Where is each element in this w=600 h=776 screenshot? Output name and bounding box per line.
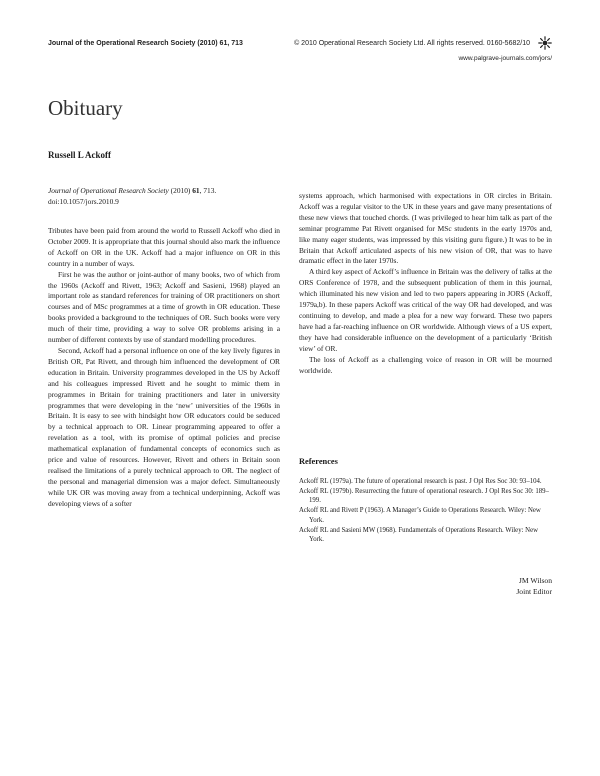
citation-line	[48, 186, 280, 197]
signature-block	[516, 575, 552, 597]
reference-list	[299, 477, 552, 545]
body-paragraph: Second, Ackoff had a personal influence on one of the key lively figures in British OR, Pat Rivett, and through him influenced the development of OR education in Britain. University programmes developed in the US by Ackoff and his colleagues impressed Rivett and he sought to mimic them in programmes in Britain for training practitioners and later in university programmes that were developing in the ‘new’ universities of the 1960s in Britain. It is easy to see with hindsight how OR educators could be seduced by a technical approach to OR. Linear programming appeared to offer a revelation as a tool, with its promise of optimal policies and precise mathematical explanation of fundamental concepts of economics such as price and value of resources. However, Rivett and others in Britain soon realised the limitations of a purely technical approach to OR. The neglect of the personal and managerial dimension was a major defect. Simultaneously while UK OR was moving away from a technical underpinning, Ackoff was developing views of a softer	[48, 345, 280, 508]
reference-item: Ackoff RL (1979a). The future of operational research is past. J Opl Res Soc 30: 93–104.	[299, 478, 542, 485]
citation-journal: Journal of Operational Research Society	[48, 186, 169, 195]
citation-block	[48, 186, 280, 207]
running-header	[48, 36, 552, 52]
body-paragraph: Tributes have been paid from around the world to Russell Ackoff who died in October 2009. It is appropriate that this journal should also mark the influence of Ackoff on OR in the UK. Ackoff had a major influence on OR in this country in a number of ways.	[48, 226, 280, 268]
body-column-right	[299, 191, 552, 376]
references-heading: References	[299, 457, 338, 466]
reference-item: Ackoff RL and Sasieni MW (1968). Fundamentals of Operations Research. Wiley: New York.	[299, 526, 539, 544]
citation-volume: 61	[192, 186, 200, 195]
journal-running-head: Journal of the Operational Research Society (2010) 61, 713	[48, 40, 243, 47]
copyright-notice: © 2010 Operational Research Society Ltd. All rights reserved. 0160-5682/10	[294, 40, 530, 47]
reference-item: Ackoff RL and Rivett P (1963). A Manager’s Guide to Operations Research. Wiley: New York.	[299, 507, 541, 524]
journal-url[interactable]: www.palgrave-journals.com/jors/	[458, 55, 552, 62]
page-title: Obituary	[48, 96, 123, 120]
doi[interactable]: doi:10.1057/jors.2010.9	[48, 196, 119, 206]
signature-name: JM Wilson	[518, 576, 552, 585]
body-paragraph: The loss of Ackoff as a challenging voice of reason in OR will be mourned worldwide.	[299, 354, 552, 375]
article-subject: Russell L Ackoff	[48, 150, 112, 160]
signature-role: Joint Editor	[516, 587, 552, 596]
body-column-left	[48, 226, 280, 510]
publisher-logo-icon	[538, 36, 552, 50]
body-paragraph: systems approach, which harmonised with expectations in OR circles in Britain. Ackoff was a regular visitor to the UK in these years and gave many presentations of these new views that touched chords. (I was privileged to hear him talk as part of the seminar programme Pat Rivett organised for MSc students in the early 1970s and, like many eager students, was impressed by this visiting guru figure.) It was to be in Britain that Ackoff articulated aspects of his new vision of OR, that was to have dramatic effect in the later 1970s.	[299, 191, 552, 266]
reference-item: Ackoff RL (1979b). Resurrecting the future of operational research. J Opl Res Soc 30: 189–199.	[299, 487, 549, 505]
citation-year: (2010)	[168, 186, 193, 195]
body-paragraph: First he was the author or joint-author of many books, two of which from the 1960s (Ackoff and Rivett, 1963; Ackoff and Sasieni, 1968) played an important role as standard references for training of OR practitioners on short courses and of MSc programmes at a time of growth in OR education. These books provided a background to the techniques of OR. Such books were very much of their time, providing a way to solve OR problems arising in a number of different contexts by use of standard modelling procedures.	[48, 269, 280, 345]
citation-pages: , 713.	[199, 186, 217, 195]
body-paragraph: A third key aspect of Ackoff’s influence in Britain was the delivery of talks at the ORS Conference of 1978, and the subsequent publication of them in this journal, which illuminated his new vision and led to two papers appearing in JORS (Ackoff, 1979a,b). In these papers Ackoff was critical of the way OR had developed, and was continuing to develop, and made a plea for a new way forward. These two papers have had a far-reaching influence on OR worldwide. Although views of a US expert, they have had considerable influence on the development of a particularly ‘British view’ of OR.	[299, 267, 552, 353]
